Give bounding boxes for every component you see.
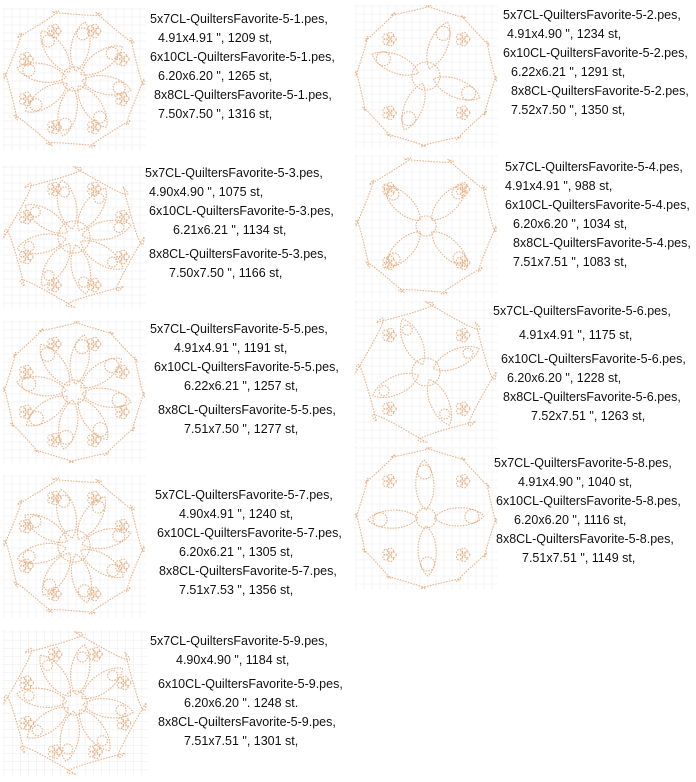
line-8x8-size: 7.51x7.51 ", 1083 st,	[513, 255, 628, 269]
line-8x8-size: 7.51x7.51 ", 1301 st,	[184, 734, 299, 748]
line-5x7-filename: 5x7CL-QuiltersFavorite-5-9.pes,	[150, 634, 328, 648]
line-5x7-size: 4.91x4.90 ", 1040 st,	[518, 475, 633, 489]
quilt-motif-5-1	[2, 7, 146, 151]
embroidery-preview-5-4[interactable]	[352, 152, 500, 300]
line-5x7-size: 4.91x4.90 ", 1234 st,	[507, 27, 622, 41]
line-8x8-size: 7.52x7.51 ", 1263 st,	[531, 409, 646, 423]
line-5x7-filename: 5x7CL-QuiltersFavorite-5-7.pes,	[155, 488, 333, 502]
line-6x10-size: 6.20x6.20 ", 1116 st,	[514, 513, 627, 527]
line-5x7-size: 4.91x4.91 ", 1191 st,	[174, 341, 288, 355]
line-8x8-filename: 8x8CL-QuiltersFavorite-5-4.pes,	[513, 236, 691, 250]
quilt-motif-5-2	[354, 4, 498, 148]
line-5x7-size: 4.90x4.90 ", 1184 st,	[176, 653, 290, 667]
line-6x10-filename: 6x10CL-QuiltersFavorite-5-4.pes,	[505, 198, 690, 212]
line-5x7-size: 4.91x4.91 ", 1209 st,	[158, 31, 273, 45]
embroidery-preview-5-2[interactable]	[352, 2, 500, 150]
embroidery-preview-5-5[interactable]	[0, 318, 148, 466]
line-6x10-filename: 6x10CL-QuiltersFavorite-5-9.pes,	[158, 677, 343, 691]
line-5x7-filename: 5x7CL-QuiltersFavorite-5-4.pes,	[505, 160, 683, 174]
line-6x10-filename: 6x10CL-QuiltersFavorite-5-7.pes,	[157, 526, 342, 540]
line-6x10-size: 6.20x6.20 ", 1265 st,	[158, 69, 273, 83]
line-5x7-filename: 5x7CL-QuiltersFavorite-5-2.pes,	[503, 8, 681, 22]
line-6x10-filename: 6x10CL-QuiltersFavorite-5-2.pes,	[503, 46, 688, 60]
line-5x7-filename: 5x7CL-QuiltersFavorite-5-1.pes,	[150, 12, 328, 26]
line-6x10-size: 6.20x6.20 ". 1248 st.	[184, 696, 299, 710]
line-6x10-filename: 6x10CL-QuiltersFavorite-5-3.pes,	[149, 204, 334, 218]
line-5x7-size: 4.91x4.91 ", 988 st,	[505, 179, 613, 193]
line-8x8-filename: 8x8CL-QuiltersFavorite-5-1.pes,	[154, 88, 332, 102]
line-6x10-size: 6.20x6.20 ", 1228 st,	[507, 371, 622, 385]
quilt-motif-5-7	[2, 474, 146, 618]
quilt-motif-5-6	[354, 300, 498, 444]
line-8x8-filename: 8x8CL-QuiltersFavorite-5-8.pes,	[496, 532, 674, 546]
embroidery-preview-5-7[interactable]	[0, 472, 148, 620]
line-6x10-size: 6.22x6.21 ", 1291 st,	[511, 65, 626, 79]
line-8x8-size: 7.51x7.50 ", 1277 st,	[184, 422, 299, 436]
embroidery-preview-5-1[interactable]	[0, 5, 148, 153]
line-6x10-size: 6.20x6.21 ", 1305 st,	[179, 545, 294, 559]
line-6x10-filename: 6x10CL-QuiltersFavorite-5-1.pes,	[150, 50, 335, 64]
embroidery-preview-5-3[interactable]	[0, 163, 148, 311]
line-8x8-size: 7.52x7.50 ", 1350 st,	[511, 103, 626, 117]
line-6x10-filename: 6x10CL-QuiltersFavorite-5-6.pes,	[501, 352, 686, 366]
quilt-motif-5-5	[2, 320, 146, 464]
line-5x7-filename: 5x7CL-QuiltersFavorite-5-8.pes,	[494, 456, 672, 470]
line-6x10-size: 6.21x6.21 ", 1134 st,	[173, 223, 287, 237]
line-8x8-filename: 8x8CL-QuiltersFavorite-5-2.pes,	[511, 84, 689, 98]
line-8x8-filename: 8x8CL-QuiltersFavorite-5-6.pes,	[503, 390, 681, 404]
quilt-motif-5-3	[2, 165, 146, 309]
line-8x8-size: 7.50x7.50 ", 1316 st,	[158, 107, 273, 121]
line-8x8-filename: 8x8CL-QuiltersFavorite-5-9.pes,	[158, 715, 336, 729]
line-5x7-size: 4.90x4.90 ", 1075 st,	[149, 185, 264, 199]
line-8x8-size: 7.50x7.50 ", 1166 st,	[169, 266, 283, 280]
line-6x10-filename: 6x10CL-QuiltersFavorite-5-5.pes,	[154, 360, 339, 374]
line-6x10-size: 6.22x6.21 ", 1257 st,	[184, 379, 299, 393]
line-8x8-filename: 8x8CL-QuiltersFavorite-5-7.pes,	[159, 564, 337, 578]
quilt-motif-5-4	[354, 154, 498, 298]
line-5x7-filename: 5x7CL-QuiltersFavorite-5-5.pes,	[150, 322, 328, 336]
quilt-motif-5-9	[2, 630, 148, 776]
line-6x10-size: 6.20x6.20 ", 1034 st,	[513, 217, 628, 231]
line-5x7-size: 4.90x4.91 ", 1240 st,	[179, 507, 294, 521]
embroidery-preview-5-6[interactable]	[352, 298, 500, 446]
line-6x10-filename: 6x10CL-QuiltersFavorite-5-8.pes,	[496, 494, 681, 508]
embroidery-preview-5-8[interactable]	[352, 444, 500, 592]
quilt-motif-5-8	[354, 446, 498, 590]
embroidery-preview-5-9[interactable]	[0, 628, 150, 778]
line-8x8-size: 7.51x7.53 ", 1356 st,	[179, 583, 294, 597]
line-8x8-filename: 8x8CL-QuiltersFavorite-5-5.pes,	[158, 403, 336, 417]
line-5x7-filename: 5x7CL-QuiltersFavorite-5-3.pes,	[145, 166, 323, 180]
line-5x7-size: 4.91x4.91 ", 1175 st,	[519, 328, 633, 342]
line-5x7-filename: 5x7CL-QuiltersFavorite-5-6.pes,	[493, 304, 671, 318]
line-8x8-size: 7.51x7.51 ", 1149 st,	[522, 551, 636, 565]
line-8x8-filename: 8x8CL-QuiltersFavorite-5-3.pes,	[149, 247, 327, 261]
